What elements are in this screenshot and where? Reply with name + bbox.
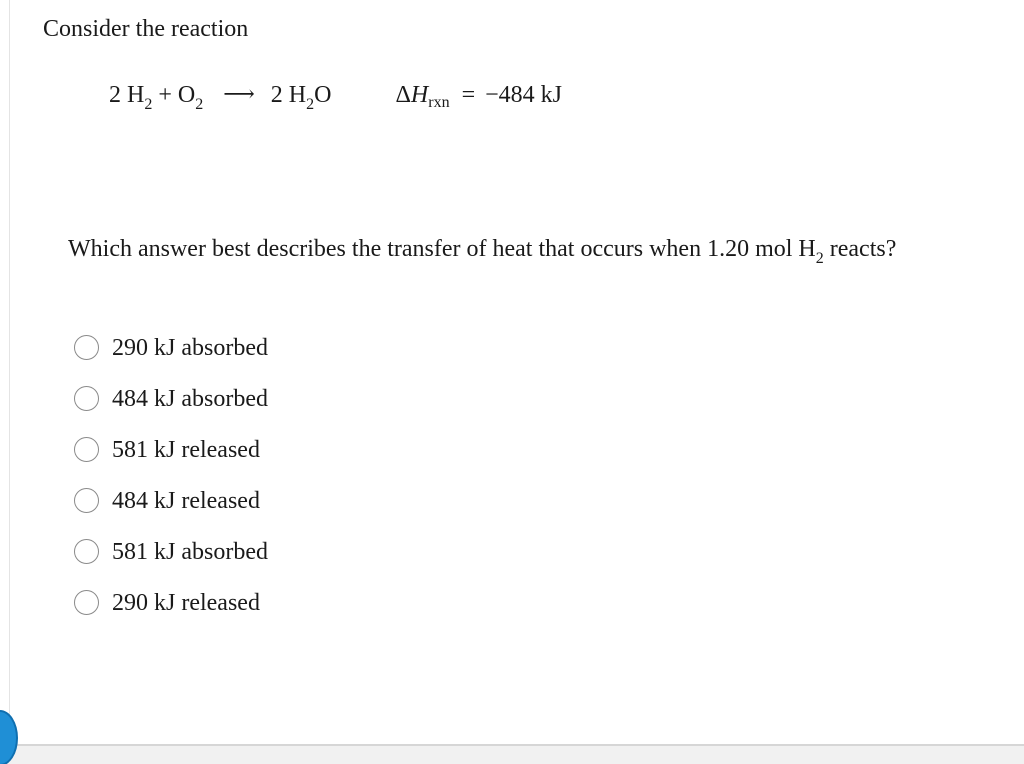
answer-label[interactable]: 484 kJ absorbed <box>112 385 268 412</box>
answer-label[interactable]: 581 kJ absorbed <box>112 538 268 565</box>
enthalpy-change: $\Delta H_{rxn} = -484$ kJ <box>395 82 562 111</box>
radio-button[interactable] <box>74 386 99 411</box>
answer-option[interactable] <box>74 373 268 424</box>
answer-option[interactable] <box>74 475 268 526</box>
reaction-arrow: ⟶ <box>223 81 255 106</box>
radio-button[interactable] <box>74 335 99 360</box>
answer-options <box>74 322 268 628</box>
answer-label[interactable]: 290 kJ released <box>112 589 260 616</box>
answer-option[interactable] <box>74 577 268 628</box>
question-panel <box>9 0 1024 744</box>
answer-label[interactable]: 581 kJ released <box>112 436 260 463</box>
bottom-bar <box>0 744 1024 764</box>
radio-button[interactable] <box>74 590 99 615</box>
reactant-o2: + $O_2$ <box>158 82 204 113</box>
reaction-equation <box>109 80 562 113</box>
answer-option[interactable] <box>74 322 268 373</box>
answer-option[interactable] <box>74 526 268 577</box>
answer-option[interactable] <box>74 424 268 475</box>
question-text: Which answer best describes the transfer of heat that occurs when 1.20 mol $H_2$ reacts? <box>68 236 897 267</box>
answer-label[interactable]: 484 kJ released <box>112 487 260 514</box>
reactant-h2: 2 $H_2$ <box>109 82 153 113</box>
radio-button[interactable] <box>74 488 99 513</box>
radio-button[interactable] <box>74 539 99 564</box>
radio-button[interactable] <box>74 437 99 462</box>
product-h2o: 2 $H_2O$ <box>270 82 332 113</box>
answer-label[interactable]: 290 kJ absorbed <box>112 334 268 361</box>
intro-text: Consider the reaction <box>43 16 249 42</box>
